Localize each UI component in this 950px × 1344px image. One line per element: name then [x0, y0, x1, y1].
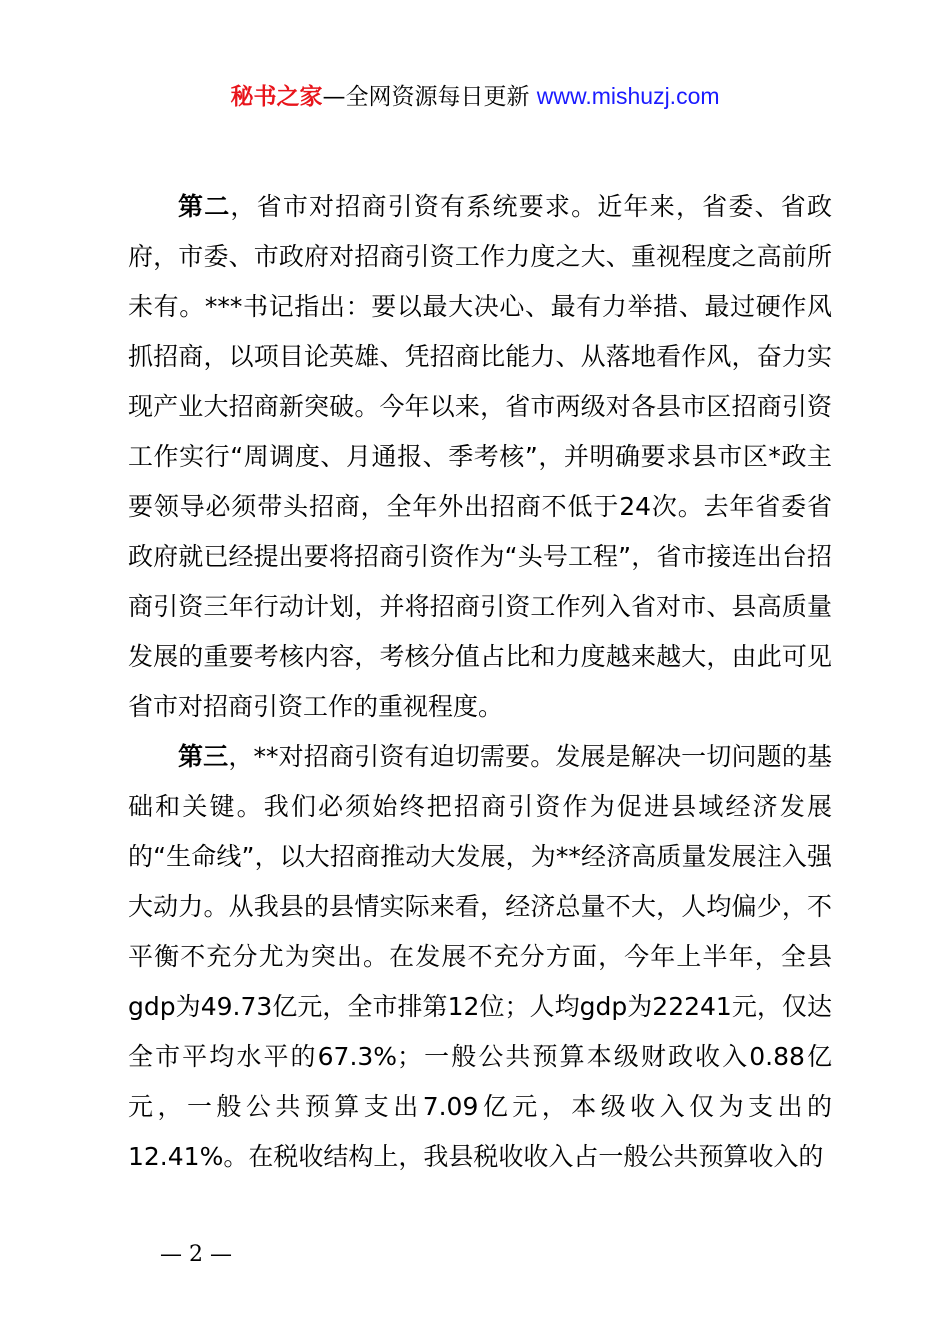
site-banner	[0, 80, 950, 113]
paragraph-text: ，省市对招商引资有系统要求。近年来，省委、省政府，市委、市政府对招商引资工作力度之大、重视程度之高前所未有。***书记指出：要以最大决心、最有力举措、最过硬作风抓招商，以项目论英雄、凭招商比能力、从落地看作风，奋力实现产业大招商新突破。今年以来，省市两级对各县市区招商引资工作实行“周调度、月通报、季考核”，并明确要求县市区*政主要领导必须带头招商，全年外出招商不低于24次。去年省委省政府就已经提出要将招商引资作为“头号工程”，省市接连出台招商引资三年行动计划，并将招商引资工作列入省对市、县高质量发展的重要考核内容，考核分值占比和力度越来越大，由此可见省市对招商引资工作的重视程度。	[128, 192, 832, 721]
page-number: — 2 —	[160, 1242, 232, 1267]
paragraph-text: ，**对招商引资有迫切需要。发展是解决一切问题的基础和关键。我们必须始终把招商引资作为促进县域经济发展的“生命线”，以大招商推动大发展，为**经济高质量发展注入强大动力。从我县的县情实际来看，经济总量不大，人均偏少，不平衡不充分尤为突出。在发展不充分方面，今年上半年，全县gdp为49.73亿元，全市排第12位；人均gdp为22241元，仅达全市平均水平的67.3%；一般公共预算本级财政收入0.88亿元，一般公共预算支出7.09亿元，本级收入仅为支出的12.41%。在税收结构上，我县税收收入占一般公共预算收入的	[128, 742, 832, 1171]
paragraph-lead: 第二	[178, 192, 231, 221]
paragraph-lead: 第三	[178, 742, 229, 771]
paragraph-second	[128, 182, 832, 732]
brand-name: 秘书之家	[230, 84, 323, 110]
site-url-link[interactable]: www.mishuzj.com	[536, 83, 720, 109]
banner-tagline: —全网资源每日更新	[322, 84, 530, 110]
paragraph-third	[128, 732, 832, 1182]
document-body	[128, 182, 832, 1182]
